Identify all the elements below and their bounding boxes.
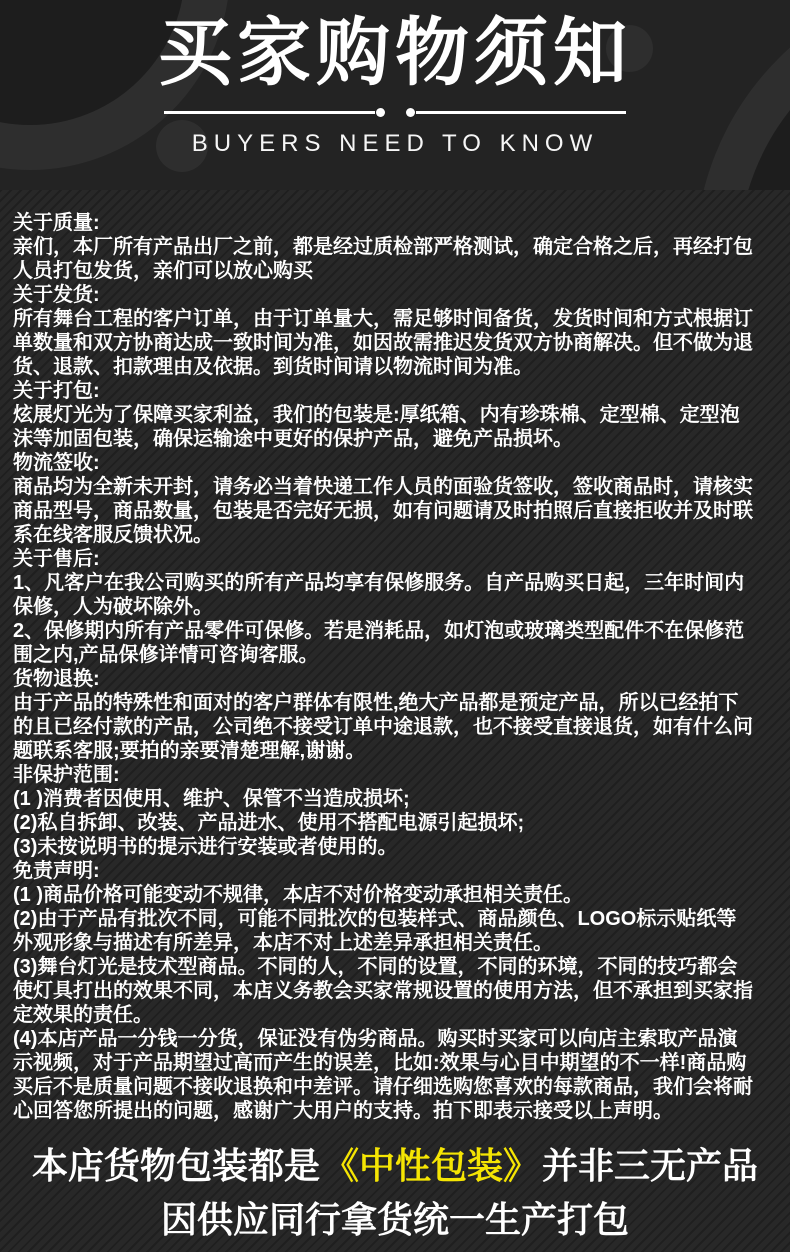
notice-line: 所有舞台工程的客户订单，由于订单量大，需足够时间备货，发货时间和方式根据订 (13, 308, 753, 330)
notice-line: 免责声明: (13, 860, 100, 882)
page-subtitle: BUYERS NEED TO KNOW (191, 130, 599, 157)
notice-line: 题联系客服;要拍的亲要清楚理解,谢谢。 (13, 740, 366, 762)
notice-line: 亲们，本厂所有产品出厂之前，都是经过质检部严格测试，确定合格之后，再经打包 (13, 236, 753, 258)
footer-banner (0, 1139, 790, 1247)
divider-line-right (416, 111, 627, 114)
footer-line1-prefix: 本店货物包装都是 (31, 1145, 320, 1186)
notice-line: (1 )消费者因使用、维护、保管不当造成损坏; (13, 788, 410, 810)
footer-line-2: 因供应同行拿货统一生产打包 (160, 1199, 629, 1240)
notice-line: 示视频，对于产品期望过高而产生的误差，比如:效果与心目中期望的不一样!商品购 (13, 1052, 747, 1074)
notice-line: 保修，人为破坏除外。 (13, 596, 213, 618)
notice-line: (2)由于产品有批次不同，可能不同批次的包装样式、商品颜色、LOGO标示贴纸等 (13, 908, 737, 930)
footer-highlight: 《中性包装》 (322, 1145, 539, 1186)
notice-line: 商品型号，商品数量，包装是否完好无损，如有问题请及时拍照后直接拒收并及时联 (13, 500, 753, 522)
notice-line: 关于打包: (13, 380, 100, 402)
notice-line: 的且已经付款的产品，公司绝不接受订单中途退款，也不接受直接退货，如有什么问 (13, 716, 753, 738)
footer-line-1 (0, 1139, 790, 1193)
notice-content-area (0, 190, 790, 1252)
notice-line: 非保护范围: (13, 764, 120, 786)
divider-dot-right (406, 108, 415, 117)
notice-line: 1、凡客户在我公司购买的所有产品均享有保修服务。自产品购买日起，三年时间内 (13, 572, 745, 594)
notice-body (0, 190, 790, 1123)
page-title: 买家购物须知 (158, 11, 632, 94)
notice-line: 关于售后: (13, 548, 100, 570)
notice-line: 由于产品的特殊性和面对的客户群体有限性,绝大产品都是预定产品，所以已经拍下 (13, 692, 739, 714)
notice-line: 人员打包发货，亲们可以放心购买 (13, 260, 313, 282)
notice-line: 定效果的责任。 (13, 1004, 153, 1026)
notice-line: 商品均为全新未开封，请务必当着快递工作人员的面验货签收，签收商品时，请核实 (13, 476, 753, 498)
notice-line: 围之内,产品保修详情可咨询客服。 (13, 644, 319, 666)
notice-line: 炫展灯光为了保障买家利益，我们的包装是:厚纸箱、内有珍珠棉、定型棉、定型泡 (13, 404, 740, 426)
footer-line1-suffix: 并非三无产品 (542, 1145, 759, 1186)
notice-line: 关于质量: (13, 212, 100, 234)
header-content (0, 10, 790, 158)
notice-line: (3)舞台灯光是技术型商品。不同的人，不同的设置，不同的环境，不同的技巧都会 (13, 956, 738, 978)
notice-line: 货物退换: (13, 668, 100, 690)
notice-line: 使灯具打出的效果不同，本店义务教会买家常规设置的使用方法，但不承担到买家指 (13, 980, 753, 1002)
notice-line: 关于发货: (13, 284, 100, 306)
title-divider (164, 108, 626, 117)
notice-line: (4)本店产品一分钱一分货，保证没有伪劣商品。购买时买家可以向店主索取产品演 (13, 1028, 738, 1050)
notice-line: 沫等加固包装，确保运输途中更好的保护产品，避免产品损坏。 (13, 428, 573, 450)
notice-line: (1 )商品价格可能变动不规律，本店不对价格变动承担相关责任。 (13, 884, 583, 906)
notice-line: 物流签收: (13, 452, 100, 474)
divider-dot-left (376, 108, 385, 117)
notice-line: 系在线客服反馈状况。 (13, 524, 213, 546)
notice-line: 2、保修期内所有产品零件可保修。若是消耗品，如灯泡或玻璃类型配件不在保修范 (13, 620, 745, 642)
header-banner (0, 0, 790, 190)
notice-line: (3)未按说明书的提示进行安装或者使用的。 (13, 836, 398, 858)
divider-line-left (164, 111, 375, 114)
notice-line: 单数量和双方协商达成一致时间为准，如因故需推迟发货双方协商解决。但不做为退 (13, 332, 753, 354)
notice-line: (2)私自拆卸、改装、产品进水、使用不搭配电源引起损坏; (13, 812, 525, 834)
notice-line: 外观形象与描述有所差异，本店不对上述差异承担相关责任。 (13, 932, 553, 954)
notice-line: 货、退款、扣款理由及依据。到货时间请以物流时间为准。 (13, 356, 533, 378)
notice-line: 心回答您所提出的问题，感谢广大用户的支持。拍下即表示接受以上声明。 (13, 1100, 673, 1122)
notice-line: 买后不是质量问题不接收退换和中差评。请仔细选购您喜欢的每款商品，我们会将耐 (13, 1076, 753, 1098)
